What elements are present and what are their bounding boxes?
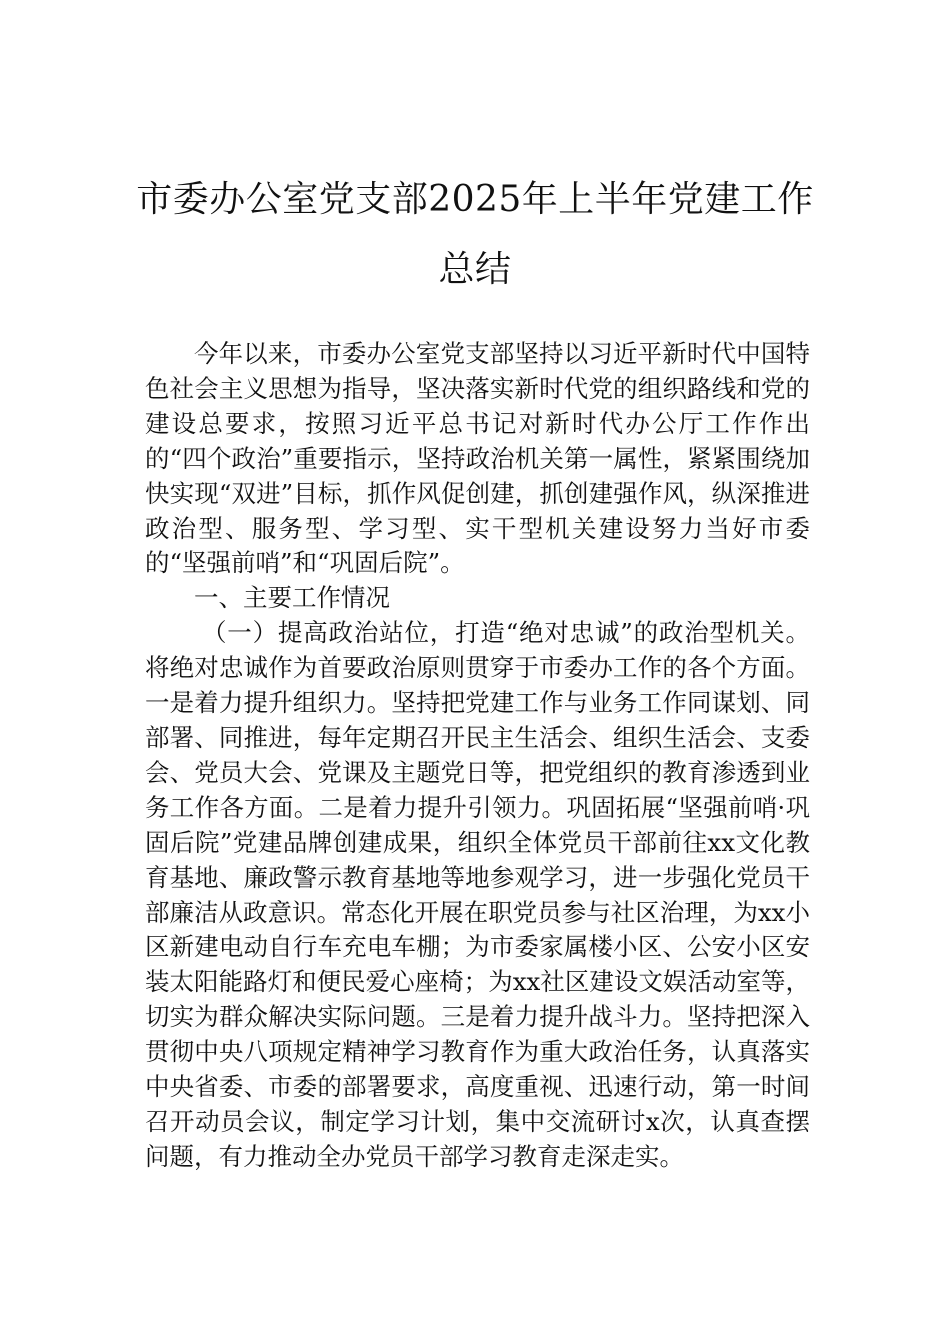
document-title-line-1: 市委办公室党支部2025年上半年党建工作	[136, 179, 814, 220]
section-heading-1: 一、主要工作情况	[194, 583, 390, 613]
document-title-line-2: 总结	[438, 249, 512, 290]
document-body	[145, 337, 810, 1175]
subsection-paragraph-1: （一）提高政治站位，打造“绝对忠诚”的政治型机关。将绝对忠诚作为首要政治原则贯穿于市委办工作的各个方面。一是着力提升组织力。坚持把党建工作与业务工作同谋划、同部署、同推进，每年定期召开民主生活会、组织生活会、支委会、党员大会、党课及主题党日等，把党组织的教育渗透到业务工作各方面。二是着力提升引领力。巩固拓展“坚强前哨·巩固后院”党建品牌创建成果，组织全体党员干部前往xx文化教育基地、廉政警示教育基地等地参观学习，进一步强化党员干部廉洁从政意识。常态化开展在职党员参与社区治理，为xx小区新建电动自行车充电车棚；为市委家属楼小区、公安小区安装太阳能路灯和便民爱心座椅；为xx社区建设文娱活动室等，切实为群众解决实际问题。三是着力提升战斗力。坚持把深入贯彻中央八项规定精神学习教育作为重大政治任务，认真落实中央省委、市委的部署要求，高度重视、迅速行动，第一时间召开动员会议，制定学习计划，集中交流研讨x次，认真查摆问题，有力推动全办党员干部学习教育走深走实。	[145, 618, 810, 1171]
intro-paragraph: 今年以来，市委办公室党支部坚持以习近平新时代中国特色社会主义思想为指导，坚决落实新时代党的组织路线和党的建设总要求，按照习近平总书记对新时代办公厅工作作出的“四个政治”重要指示，坚持政治机关第一属性，紧紧围绕加快实现“双进”目标，抓作风促创建，抓创建强作风，纵深推进政治型、服务型、学习型、实干型机关建设努力当好市委的“坚强前哨”和“巩固后院”。	[145, 339, 810, 578]
